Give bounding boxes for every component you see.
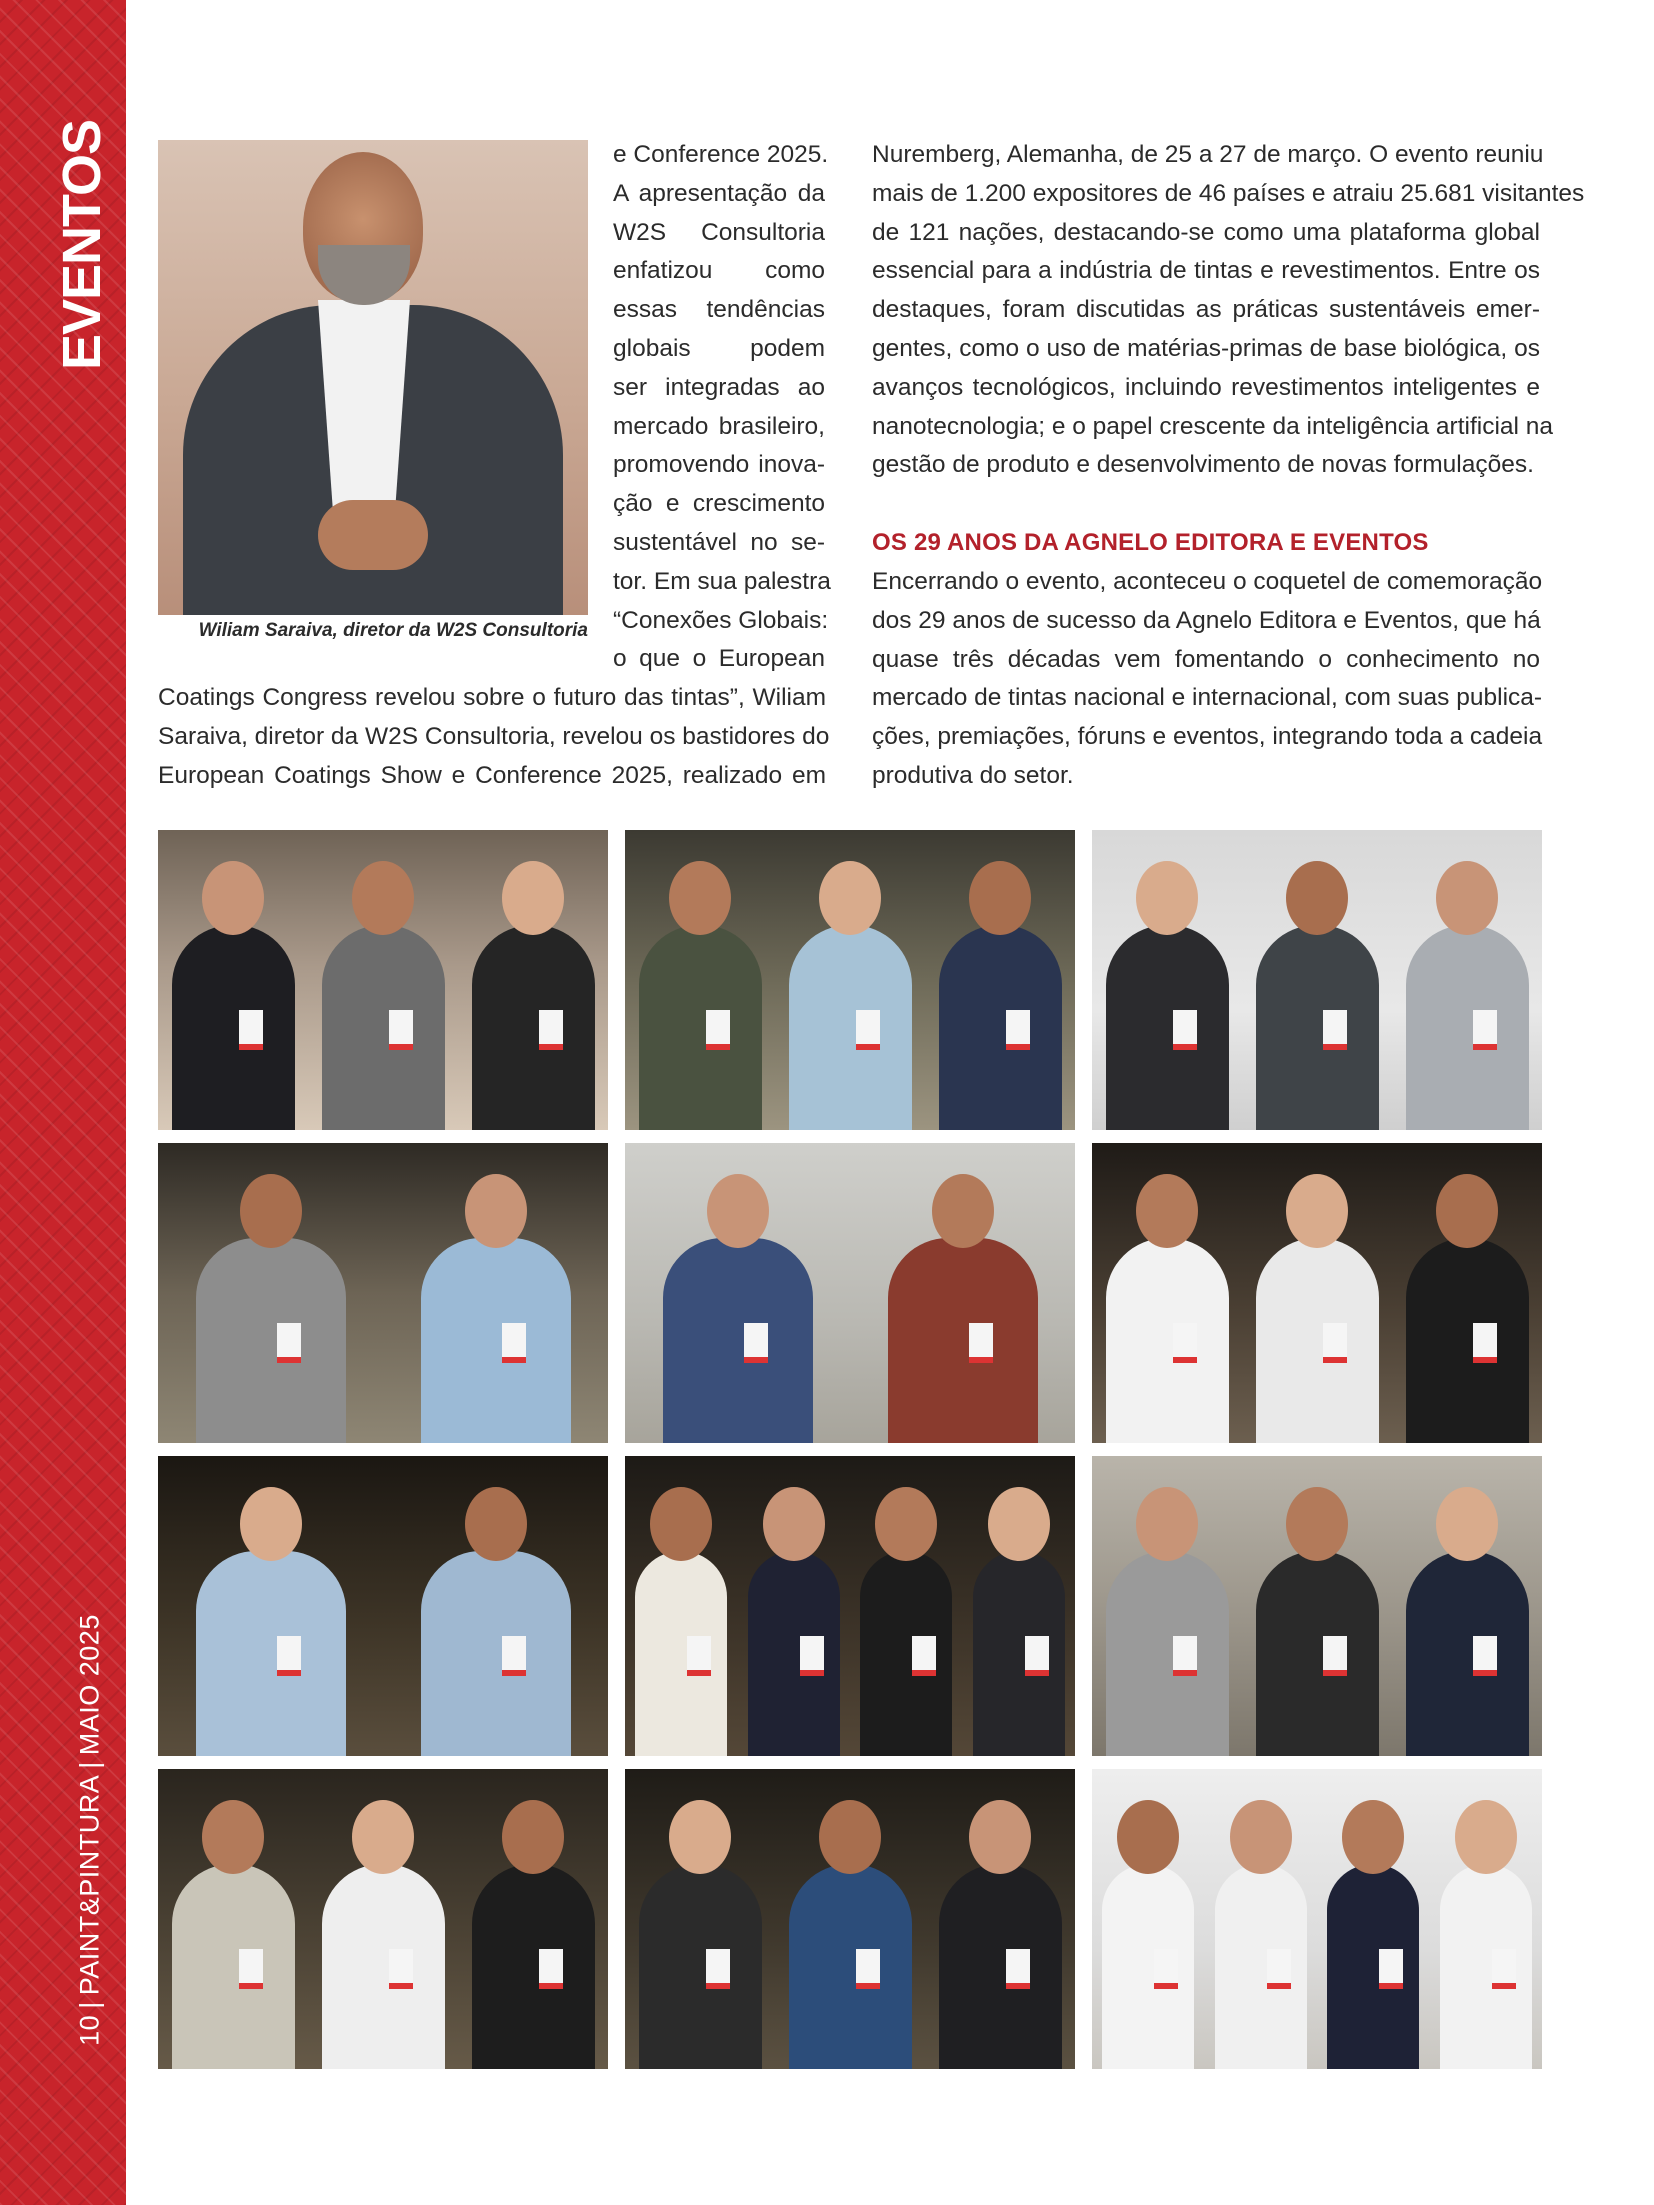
person-figure [472,925,595,1130]
text-line: mercado de tintas nacional e internacional, com suas publica- [872,684,1543,712]
name-badge [1025,1636,1049,1676]
text-line: globais podem [613,334,825,362]
person-figure [421,1551,571,1756]
text-line: avanços tecnológicos, incluindo revestimentos inteligentes e [872,373,1540,401]
person-figure [1106,1238,1229,1443]
person-figure [748,1551,840,1756]
person-head [202,861,264,935]
text-line: enfatizou como [613,257,825,285]
person-figure [639,1864,762,2069]
publication-name: PAINT&PINTURA [74,1774,105,1996]
person-figure [1256,925,1379,1130]
person-figure [1106,1551,1229,1756]
event-photo [625,1143,1075,1443]
photo-gallery [158,830,1542,2070]
name-badge [1154,1949,1178,1989]
person-figure [1327,1864,1419,2069]
text-line: e Conference 2025. [613,141,829,168]
event-photo [1092,1143,1542,1443]
person-head [969,861,1031,935]
text-line: gestão de produto e desenvolvimento de novas formulações. [872,451,1534,479]
person-figure [1256,1238,1379,1443]
text-line: European Coatings Show e Conference 2025, realizado em [158,761,826,789]
event-photo [1092,830,1542,1130]
person-head [202,1800,264,1874]
name-badge [277,1636,301,1676]
person-figure [1256,1551,1379,1756]
section-tag-label: EVENTOS [52,119,112,371]
person-head [1286,1174,1348,1248]
text-line: promovendo inova- [613,451,825,479]
person-head [1136,1174,1198,1248]
name-badge [744,1323,768,1363]
person-head [502,861,564,935]
person-figure [973,1551,1065,1756]
person-head [465,1174,527,1248]
name-badge [1267,1949,1291,1989]
narrow-column [613,136,831,679]
name-badge [1473,1010,1497,1050]
text-line: ser integradas ao [613,373,825,401]
event-photo [158,1769,608,2069]
person-figure [1215,1864,1307,2069]
text-line: Saraiva, diretor da W2S Consultoria, revelou os bastidores do [158,722,830,750]
hero-caption: Wiliam Saraiva, diretor da W2S Consultoria [198,620,588,641]
person-figure [322,1864,445,2069]
text-line: Coatings Congress revelou sobre o futuro das tintas”, Wiliam [158,684,826,711]
person-head [875,1487,937,1561]
text-line: quase três décadas vem fomentando o conhecimento no [872,645,1540,673]
event-photo [158,1456,608,1756]
person-head [465,1487,527,1561]
person-figure [663,1238,813,1443]
name-badge [1173,1636,1197,1676]
person-head [1117,1800,1179,1874]
person-head [1230,1800,1292,1874]
person-figure [789,925,912,1130]
person-head [988,1487,1050,1561]
text-line: sustentável no se- [613,528,825,556]
person-figure [939,925,1062,1130]
name-badge [539,1949,563,1989]
text-line: Encerrando o evento, aconteceu o coquetel de comemoração [872,567,1543,595]
person-head [240,1174,302,1248]
person-head [763,1487,825,1561]
text-line: W2S Consultoria [613,218,825,246]
page-folio: 10|PAINT&PINTURA|MAIO 2025 [74,1614,105,2046]
name-badge [1323,1010,1347,1050]
name-badge [969,1323,993,1363]
hero-photo [158,140,588,615]
person-head [819,861,881,935]
person-head [1286,1487,1348,1561]
person-figure [1406,925,1529,1130]
name-badge [389,1010,413,1050]
person-head [669,861,731,935]
person-head [1455,1800,1517,1874]
right-column [872,136,1585,796]
name-badge [1323,1636,1347,1676]
person-head [1436,1487,1498,1561]
name-badge [539,1010,563,1050]
person-figure [789,1864,912,2069]
name-badge [687,1636,711,1676]
page-number: 10 [74,2014,105,2046]
name-badge [1492,1949,1516,1989]
name-badge [1173,1323,1197,1363]
text-line: nanotecnologia; e o papel crescente da inteligência artificial na [872,412,1554,440]
person-head [932,1174,994,1248]
person-figure [939,1864,1062,2069]
name-badge [1473,1636,1497,1676]
wide-paragraph [158,679,830,795]
name-badge [912,1636,936,1676]
person-head [969,1800,1031,1874]
person-figure [322,925,445,1130]
text-line: mercado brasileiro, [613,412,825,440]
person-head [502,1800,564,1874]
person-figure [635,1551,727,1756]
person-figure [1102,1864,1194,2069]
person-figure [860,1551,952,1756]
person-figure [888,1238,1038,1443]
event-photo [158,830,608,1130]
name-badge [502,1323,526,1363]
event-photo [625,830,1075,1130]
text-line: ção e crescimento [613,490,825,518]
name-badge [389,1949,413,1989]
text-line: o que o European [613,645,825,673]
person-figure [472,1864,595,2069]
person-head [650,1487,712,1561]
event-photo [625,1769,1075,2069]
person-head [669,1800,731,1874]
person-head [1436,861,1498,935]
name-badge [502,1636,526,1676]
event-photo [1092,1769,1542,2069]
person-figure [1406,1238,1529,1443]
person-figure [172,925,295,1130]
text-line: de 121 nações, destacando-se como uma plataforma global [872,218,1540,246]
name-badge [1323,1323,1347,1363]
issue-date: MAIO 2025 [74,1614,105,1756]
name-badge [277,1323,301,1363]
event-photo [625,1456,1075,1756]
text-line: ções, premiações, fóruns e eventos, integrando toda a cadeia [872,723,1543,751]
text-line: dos 29 anos de sucesso da Agnelo Editora e Eventos, que há [872,606,1541,634]
text-line: produtiva do setor. [872,761,1074,789]
person-head [819,1800,881,1874]
person-head [352,861,414,935]
name-badge [856,1949,880,1989]
person-figure [421,1238,571,1443]
text-line: destaques, foram discutidas as práticas sustentáveis emer- [872,296,1540,324]
name-badge [239,1010,263,1050]
text-line: “Conexões Globais: [613,606,829,634]
name-badge [1173,1010,1197,1050]
section-subhead: OS 29 ANOS DA AGNELO EDITORA E EVENTOS [872,529,1429,557]
name-badge [1006,1010,1030,1050]
name-badge [706,1010,730,1050]
text-line: essencial para a indústria de tintas e revestimentos. Entre os [872,257,1540,285]
person-figure [172,1864,295,2069]
text-line: Nuremberg, Alemanha, de 25 a 27 de março. O evento reuniu [872,141,1544,168]
person-figure [1440,1864,1532,2069]
event-photo [158,1143,608,1443]
text-line: mais de 1.200 expositores de 46 países e atraiu 25.681 visitantes [872,179,1585,207]
name-badge [239,1949,263,1989]
text-line: A apresentação da [613,179,825,207]
person-head [1286,861,1348,935]
name-badge [800,1636,824,1676]
person-head [1136,1487,1198,1561]
person-head [240,1487,302,1561]
person-figure [1106,925,1229,1130]
name-badge [856,1010,880,1050]
name-badge [1379,1949,1403,1989]
person-head [1436,1174,1498,1248]
person-figure [1406,1551,1529,1756]
person-figure [639,925,762,1130]
person-head [352,1800,414,1874]
name-badge [706,1949,730,1989]
person-figure [196,1551,346,1756]
name-badge [1006,1949,1030,1989]
person-head [707,1174,769,1248]
section-tag [52,119,112,371]
event-photo [1092,1456,1542,1756]
person-head [1342,1800,1404,1874]
person-head [1136,861,1198,935]
text-line: essas tendências [613,296,825,324]
text-line: gentes, como o uso de matérias-primas de base biológica, os [872,334,1540,362]
text-line: tor. Em sua palestra [613,567,831,595]
name-badge [1473,1323,1497,1363]
person-figure [196,1238,346,1443]
